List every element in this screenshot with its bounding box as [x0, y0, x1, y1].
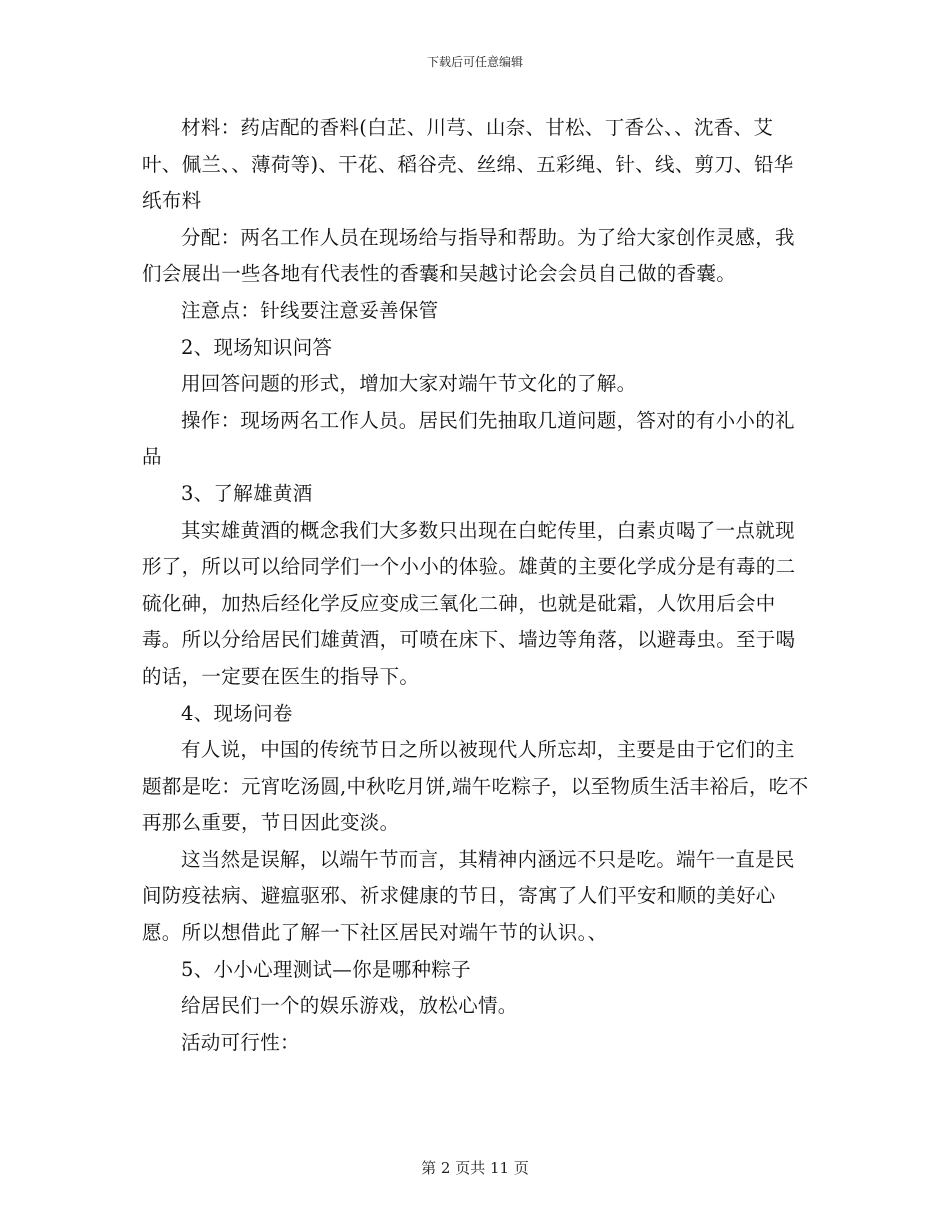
paragraph-quiz-operation: 操作：现场两名工作人员。居民们先抽取几道问题，答对的有小小的礼品: [142, 408, 795, 469]
paragraph-realgar-wine: 其实雄黄酒的概念我们大多数只出现在白蛇传里，白素贞喝了一点就现形了，所以可以给同学们一个小小的体验。雄黄的主要化学成分是有毒的二硫化砷，加热后经化学反应变成三氧化二砷，也就是砒霜，人饮用后会中毒。所以分给居民们雄黄酒，可喷在床下、墙边等角落，以避毒虫。至于喝的话，一定要在医生的指导下。: [142, 518, 796, 688]
paragraph-questionnaire-2: 这当然是误解，以端午节而言，其精神内涵远不只是吃。端午一直是民间防疫祛病、避瘟驱邪、祈求健康的节日，寄寓了人们平安和顺的美好心愿。所以想借此了解一下社区居民对端午节的认识。、: [142, 847, 795, 945]
paragraph-psych-test: 给居民们一个的娱乐游戏，放松心情。: [181, 994, 518, 1018]
paragraph-questionnaire-1: 有人说，中国的传统节日之所以被现代人所忘却，主要是由于它们的主题都是吃：元宵吃汤圆,中秋吃月饼,端午吃粽子，以至物质生活丰裕后，吃不再那么重要，节日因此变淡。: [142, 738, 809, 835]
page-header: 下载后可任意编辑: [426, 55, 523, 69]
paragraph-feasibility: 活动可行性：: [181, 1030, 300, 1054]
document-body: [142, 110, 812, 1061]
section-heading-quiz: 2、现场知识问答: [181, 335, 333, 359]
section-heading-psych-test: 5、小小心理测试—你是哪种粽子: [181, 957, 471, 981]
section-heading-realgar-wine: 3、了解雄黄酒: [181, 481, 313, 505]
page-footer: 第 2 页共 11 页: [421, 1159, 529, 1177]
paragraph-notes: 注意点：针线要注意妥善保管: [181, 298, 439, 322]
section-heading-questionnaire: 4、现场问卷: [181, 701, 293, 725]
paragraph-allocation: 分配：两名工作人员在现场给与指导和帮助。为了给大家创作灵感，我们会展出一些各地有代表性的香囊和吴越讨论会会员自己做的香囊。: [142, 225, 795, 286]
paragraph-quiz-intro: 用回答问题的形式，增加大家对端午节文化的了解。: [181, 372, 637, 396]
paragraph-materials: 材料：药店配的香料(白芷、川芎、山奈、甘松、丁香公、、沈香、艾叶、佩兰、、薄荷等)、干花、稻谷壳、丝绵、五彩绳、针、线、剪刀、铅华纸布料: [142, 116, 794, 213]
